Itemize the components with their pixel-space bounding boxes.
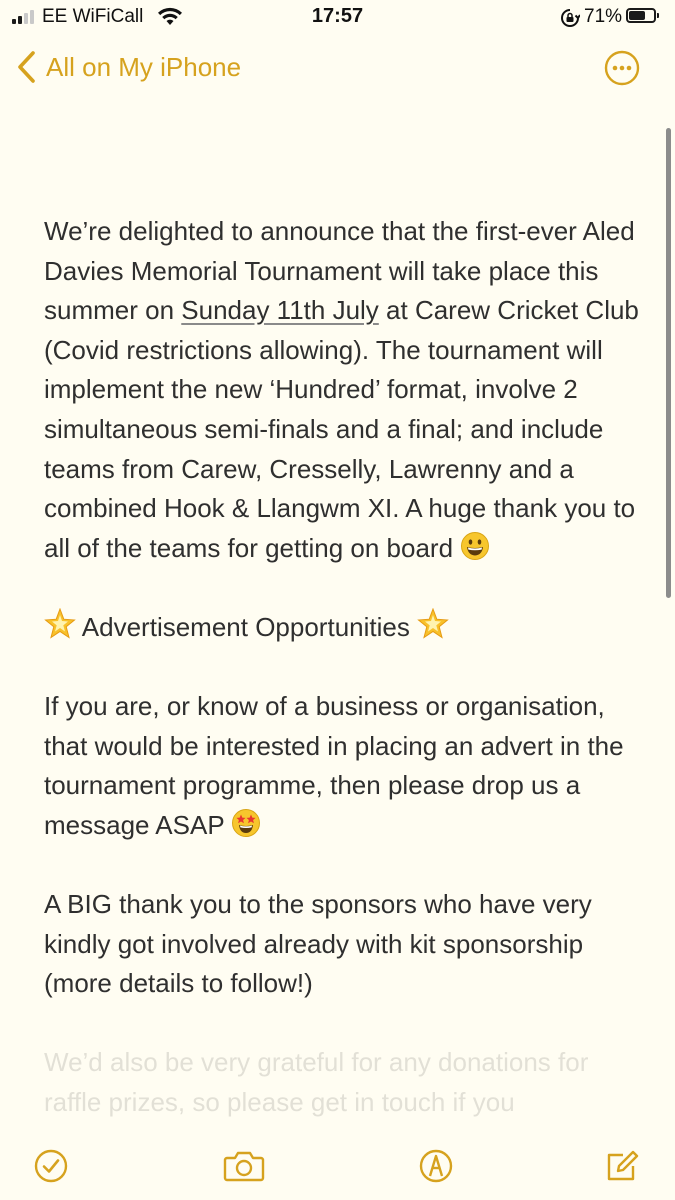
battery-percentage: 71% bbox=[584, 6, 623, 27]
clock: 17:57 bbox=[311, 5, 364, 27]
camera-icon[interactable] bbox=[222, 1146, 266, 1186]
star-struck-emoji-icon bbox=[231, 808, 261, 838]
battery-icon bbox=[626, 8, 656, 23]
checklist-icon[interactable] bbox=[31, 1146, 71, 1186]
note-paragraph-advert: If you are, or know of a business or organisation, that would be interested in placing an advert in the tournament programme, then please drop us a message ASAP bbox=[44, 691, 624, 840]
bottom-toolbar bbox=[0, 1130, 675, 1200]
note-heading-advertisement: Advertisement Opportunities bbox=[44, 608, 644, 648]
glowing-star-left-icon bbox=[44, 608, 76, 640]
note-body[interactable] bbox=[44, 212, 644, 1162]
note-paragraph-sponsors: A BIG thank you to the sponsors who have very kindly got involved already with kit sponsorship (more details to follow!) bbox=[44, 889, 592, 999]
battery-level bbox=[629, 11, 645, 20]
orientation-lock-icon bbox=[560, 8, 580, 28]
compose-icon[interactable] bbox=[603, 1146, 643, 1186]
chevron-left-icon bbox=[16, 50, 36, 84]
markup-icon[interactable] bbox=[416, 1146, 456, 1186]
more-options-icon[interactable] bbox=[604, 50, 640, 86]
carrier-label: EE WiFiCall bbox=[42, 6, 144, 27]
back-button-label: All on My iPhone bbox=[46, 51, 242, 82]
date-link[interactable]: Sunday 11th July bbox=[181, 295, 379, 326]
scrollbar[interactable] bbox=[666, 128, 671, 598]
note-paragraph-announcement: We’re delighted to announce that the first-ever Aled Davies Memorial Tournament will take place this summer on Sunday 11th July at Carew Cricket Club (Covid restrictions allowing). The tournament will implement the new ‘Hundred’ format, involve 2 simultaneous semi-finals and a final; and include teams from Carew, Cresselly, Lawrenny and a combined Hook & Llangwm XI. A huge thank you to all of the teams for getting on board bbox=[44, 216, 639, 563]
grinning-face-emoji-icon bbox=[460, 531, 490, 561]
glowing-star-right-icon bbox=[417, 608, 449, 640]
back-button[interactable] bbox=[16, 50, 241, 84]
status-bar bbox=[0, 0, 675, 36]
note-paragraph-donations: We’d also be very grateful for any donations for raffle prizes, so please get in touch if you bbox=[44, 1047, 589, 1118]
